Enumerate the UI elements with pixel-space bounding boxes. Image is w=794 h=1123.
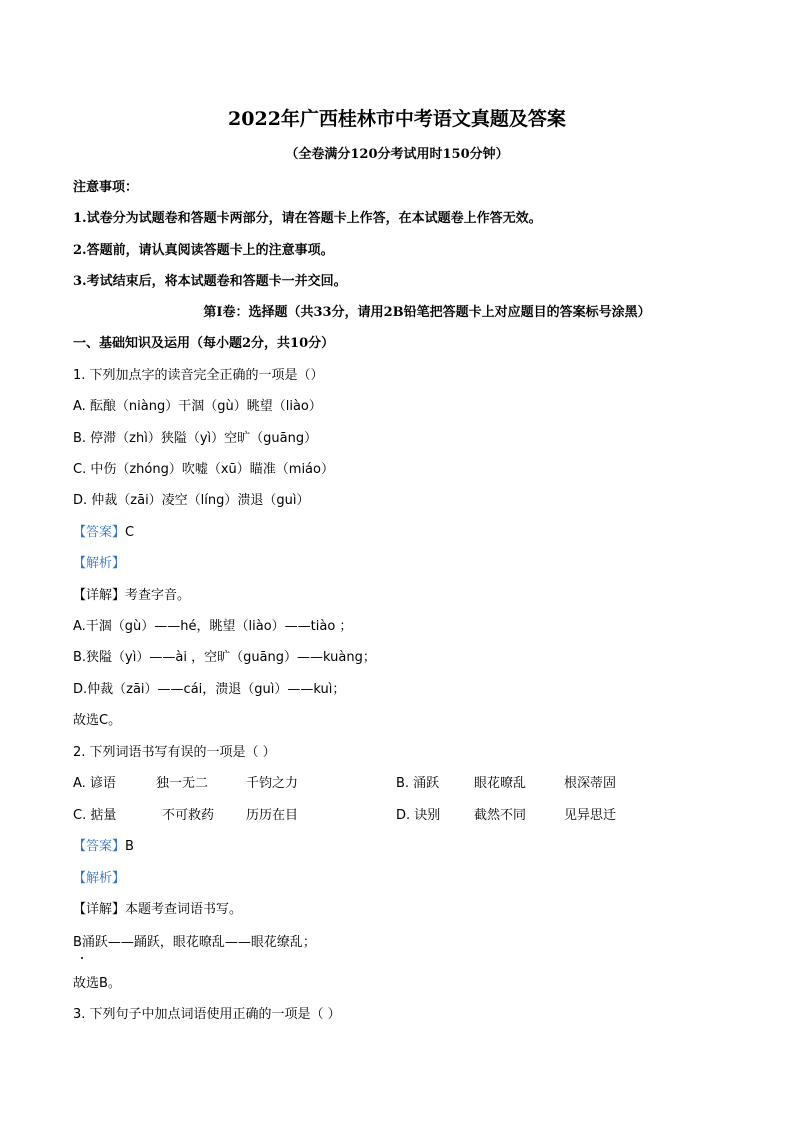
- q2-detail-text: 本题考查词语书写。: [125, 902, 243, 917]
- q2-option-d-word2: 截然不同: [474, 808, 527, 823]
- q2-explanation: B涌跃——踊跃，眼花暸乱——眼花缭乱；: [73, 935, 316, 950]
- notice-item-3: 3.考试结束后，将本试题卷和答题卡一并交回。: [73, 274, 347, 289]
- q2-analysis-tag: 【解析】: [73, 871, 126, 886]
- q1-detail-text: 考查字音。: [125, 588, 191, 603]
- notice-item-1: 1.试卷分为试题卷和答题卡两部分，请在答题卡上作答，在本试题卷上作答无效。: [73, 211, 542, 226]
- notice-item-2: 2.答题前，请认真阅读答题卡上的注意事项。: [73, 243, 334, 258]
- q1-option-c: C. 中伤（zhóng）吹嘘（xū）瞄准（miáo）: [73, 462, 334, 477]
- q2-option-d-word1: D. 诀别: [396, 808, 441, 823]
- q2-answer-row: [73, 838, 134, 856]
- q2-option-b-word2: 眼花暸乱: [474, 776, 527, 791]
- q1-detail-row: [73, 587, 190, 605]
- q1-option-d: D. 仲裁（zāi）凌空（líng）溃退（guì）: [73, 493, 310, 508]
- q1-explanation-a: A.干涸（gù）——hé，眺望（liào）——tiào ；: [73, 619, 353, 634]
- q3-stem: 3. 下列句子中加点词语使用正确的一项是（ ）: [73, 1007, 341, 1022]
- q2-option-d-word3: 见异思迁: [564, 808, 617, 823]
- q2-answer-tag: 【答案】: [73, 839, 126, 854]
- q1-stem: 1. 下列加点字的读音完全正确的一项是（）: [73, 368, 324, 383]
- q2-option-a-word1: A. 谚语: [73, 776, 116, 791]
- q2-answer-value: B: [125, 839, 134, 854]
- q1-conclusion: 故选C。: [73, 713, 122, 728]
- q2-option-c-word2: 不可救药: [162, 808, 215, 823]
- section1-heading: 一、基础知识及运用（每小题2分，共10分）: [73, 336, 335, 351]
- q2-stem: 2. 下列词语书写有误的一项是（ ）: [73, 745, 276, 760]
- q2-analysis-row: [73, 870, 125, 888]
- q1-answer-row: [73, 524, 134, 542]
- q2-conclusion: 故选B。: [73, 976, 121, 991]
- emphasis-dot: [81, 957, 83, 959]
- q1-analysis-tag: 【解析】: [73, 556, 126, 571]
- q2-option-a-word2: 独一无二: [156, 776, 209, 791]
- q2-detail-tag: 【详解】: [73, 902, 126, 917]
- q1-explanation-b: B.狭隘（yì）——ài ，空旷（guāng）——kuàng；: [73, 650, 376, 665]
- page-title: 2022年广西桂林市中考语文真题及答案: [228, 108, 566, 130]
- q1-option-a: A. 酝酿（niàng）干涸（gù）眺望（liào）: [73, 399, 322, 414]
- q1-option-b: B. 停滞（zhì）狭隘（yì）空旷（guāng）: [73, 431, 318, 446]
- volume-heading: 第Ⅰ卷：选择题（共33分，请用2B铅笔把答题卡上对应题目的答案标号涂黑）: [203, 305, 651, 320]
- q2-detail-row: [73, 901, 242, 919]
- q1-explanation-d: D.仲裁（zāi）——cái，溃退（guì）——kuì；: [73, 682, 346, 697]
- q1-detail-tag: 【详解】: [73, 588, 126, 603]
- q2-option-b-word1: B. 涌跃: [396, 776, 440, 791]
- page-subtitle: （全卷满分120分考试用时150分钟）: [285, 147, 509, 162]
- q2-option-c-word3: 历历在目: [246, 808, 299, 823]
- q2-option-c-word1: C. 掂量: [73, 808, 117, 823]
- q2-option-a-word3: 千钧之力: [246, 776, 299, 791]
- q1-answer-tag: 【答案】: [73, 525, 126, 540]
- q2-option-b-word3: 根深蒂固: [564, 776, 617, 791]
- q1-analysis-row: [73, 555, 125, 573]
- q1-answer-value: C: [125, 525, 135, 540]
- notice-heading: 注意事项：: [73, 180, 139, 195]
